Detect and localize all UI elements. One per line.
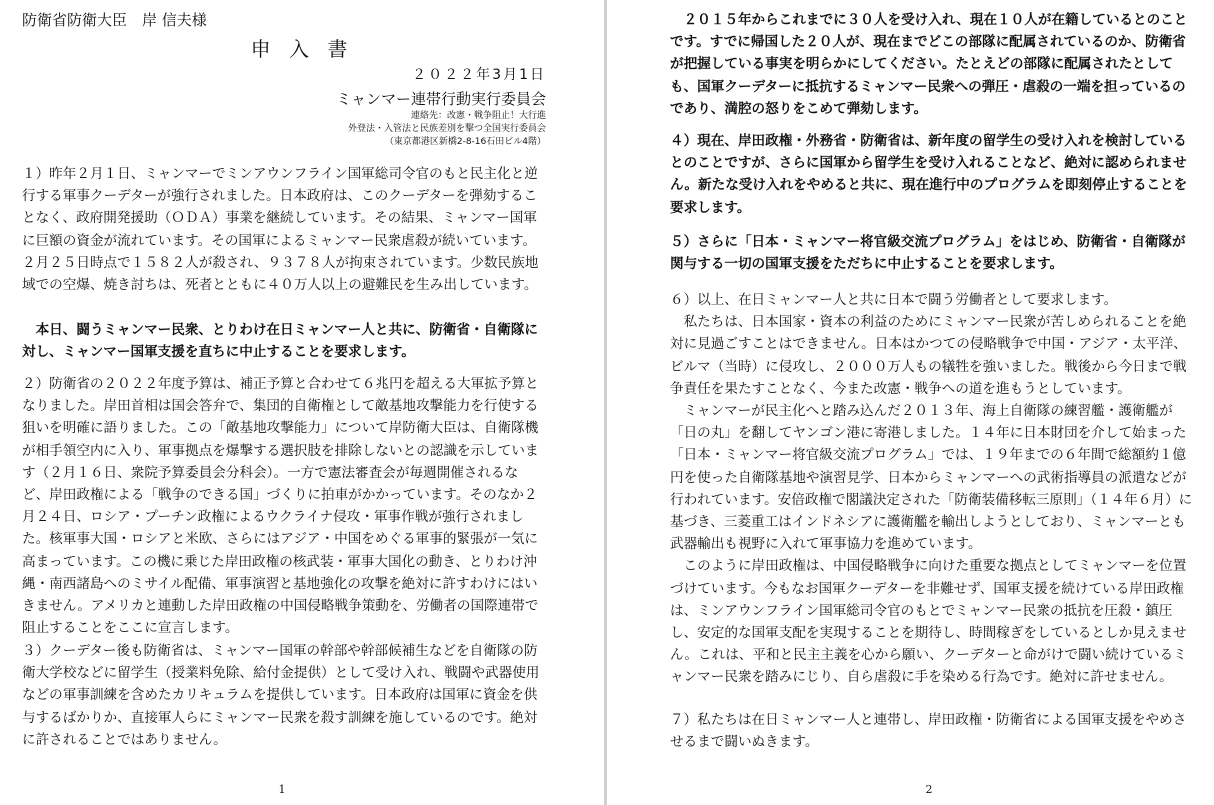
section-4-paragraph: ４）現在、岸田政権・外務省・防衛省は、新年度の留学生の受け入れを検討しているとのことですが、さらに国軍から留学生を受け入れることなど、絶対に認められません。新たな受け入れをやめると共に、現在進行中のプログラムを即刻停止することを要求します。 [670, 133, 1188, 216]
section-2-paragraph: ２）防衛省の２０２２年度予算は、補正予算と合わせて６兆円を超える大軍拡予算となりました。岸田首相は国会答弁で、集団的自衛権として敵基地攻撃能力を行使する狙いを明確に語りました。この「敵基地攻撃能力」について岸防衛大臣は、自衛隊機が相手領空内に入り、軍事拠点を爆撃する選択肢を排除しないとの認識を示しています（２月１６日、衆院予算委員会分科会）。一方で憲法審査会が毎週開催されるなど、岸田政権による「戦争のできる国」づくりに拍車がかかっています。そのなか２月２４日、ロシア・プーチン政権によるウクライナ侵攻・軍事作戦が強行されました。核軍事大国・ロシアと米欧、さらにはアジア・中国をめぐる軍事的緊張が一気に高まっています。この機に乗じた岸田政権の核武装・軍事大国化の動き、とりわけ沖縄・南西諸島へのミサイル配備、軍事演習と基地強化の攻撃を絶対に許すわけにはいきません。アメリカと連動した岸田政権の中国侵略戦争策動を、労働者の国際連帯で阻止することをここに宣言します。 [22, 376, 539, 637]
page-number: 1 [278, 783, 286, 796]
section-1-demand: 本日、闘うミャンマー民衆、とりわけ在日ミャンマー人と共に、防衛省・自衛隊に対し、ミャンマー国軍支援を直ちに中止することを要求します。 [22, 322, 539, 361]
section-3-continued: ２０１５年からこれまでに３０人を受け入れ、現在１０人が在籍しているとのことです。すでに帰国した２０人が、現在までどこの部隊に配属されているのか、防衛省が把握している事実を明らかにしてください。たとえどの部隊に配属されたとしても、国軍クーデターに抵抗するミャンマー民衆への弾圧・虐殺の一端を担っているのであり、満腔の怒りをこめて弾劾します。 [670, 12, 1188, 117]
section-5-paragraph: ５）さらに「日本・ミャンマー将官級交流プログラム」をはじめ、防衛省・自衛隊が関与する一切の国軍支援をただちに中止することを要求します。 [670, 234, 1186, 273]
section-1-paragraph: １）昨年２月１日、ミャンマーでミンアウンフライン国軍総司令官のもと民主化と逆行する軍事クーデターが強行されました。日本政府は、このクーデターを弾劾することなく、政府開発援助（ＯＤＡ）事業を継続しています。その結果、ミャンマー国軍に巨額の資金が流れています。その国軍によるミャンマー民衆虐殺が続いています。２月２５日時点で１５８２人が殺され、９３７８人が拘束されています。少数民族地域での空爆、焼き討ちは、死者とともに４０万人以上の避難民を生み出しています。 [22, 166, 539, 294]
contact-line-1: 連絡先：改憲・戦争阻止！大行進 [410, 111, 546, 121]
contact-line-2: 外登法・入管法と民族差別を撃つ全国実行委員会 [347, 124, 546, 134]
document-page-1 [0, 0, 604, 805]
section-3-paragraph: ３）クーデター後も防衛省は、ミャンマー国軍の幹部や幹部候補生などを自衛隊の防衛大学校などに留学生（授業料免除、給付金提供）として受け入れ、戦闘や武器使用などの軍事訓練を含めたカリキュラムを提供しています。日本政府は国軍に資金を供与するばかりか、直接軍人らにミャンマー民衆を殺す訓練を施しているのです。絶対に許されることではありません。 [22, 643, 540, 748]
document-date: ２０２２年3月1日 [412, 67, 546, 83]
sender-organization: ミャンマー連帯行動実行委員会 [336, 90, 546, 108]
document-page-2 [607, 0, 1214, 805]
recipient-line: 防衛省防衛大臣 岸 信夫様 [22, 11, 207, 29]
section-6-paragraph: ６）以上、在日ミャンマー人と共に日本で闘う労働者として要求します。 私たちは、日本国家・資本の利益のためにミャンマー民衆が苦しめられることを絶対に見過ごすことはできません。日本はかつての侵略戦争で中国・アジア・太平洋、ビルマ（当時）に侵攻し、２０００万人もの犠牲を強いました。戦後から今日まで戦争責任を果たすことなく、今また改憲・戦争への道を進もうとしています。 ミャンマーが民主化へと踏み込んだ２０１３年、海上自衛隊の練習艦・護衛艦が「日の丸」を翻してヤンゴン港に寄港しました。１４年に日本財団を介して始まった「日本・ミャンマー将官級交流プログラム」では、１９年までの６年間で総額約１億円を使った自衛隊基地や演習見学、日本からミャンマーへの武術指導員の派遣などが行われています。安倍政権で閣議決定された「防衛装備移転三原則」（１４年６月）に基づき、三菱重工はインドネシアに護衛艦を輸出しようとしており、ミャンマーとも武器輸出も視野に入れて軍事協力を進めています。 このように岸田政権は、中国侵略戦争に向けた重要な拠点としてミャンマーを位置づけています。今もなお国軍クーデターを非難せず、国軍支援を続けている岸田政権は、ミンアウンフライン国軍総司令官のもとでミャンマー民衆の抵抗を圧殺・鎮圧し、安定的な国軍支配を実現することを期待し、時間稼ぎをしているとしか見えません。これは、平和と民主主義を心から願い、クーデターと命がけで闘い続けているミャンマー民衆を踏みにじり、自ら虐殺に手を染める行為です。絶対に許せません。 [670, 292, 1193, 686]
document-title: 申 入 書 [250, 37, 354, 61]
section-7-paragraph: ７）私たちは在日ミャンマー人と連帯し、岸田政権・防衛省による国軍支援をやめさせるまで闘いぬきます。 [670, 712, 1187, 751]
contact-address: （東京都港区新橋2-8-16石田ビル4階） [384, 137, 546, 147]
page-number: 2 [925, 783, 933, 796]
